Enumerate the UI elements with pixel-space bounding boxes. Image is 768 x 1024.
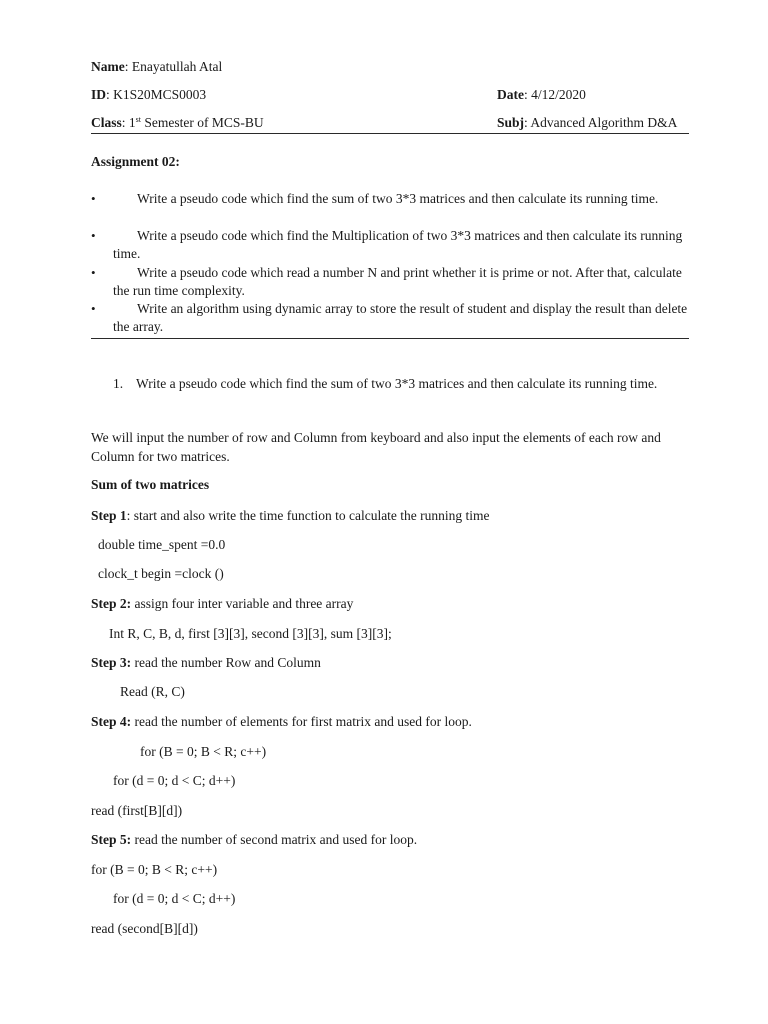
class-line: [91, 115, 264, 131]
step-2-label: Step 2:: [91, 596, 132, 611]
code-line: for (B = 0; B < R; c++): [91, 862, 218, 877]
step-3: [91, 655, 321, 671]
bullets-divider: [91, 338, 689, 339]
code-line: read (second[B][d]): [91, 921, 198, 936]
bullet-item: Write a pseudo code which find the sum of two 3*3 matrices and then calculate its running time.: [137, 191, 659, 206]
date-label: Date: [497, 87, 524, 102]
section-title: Sum of two matrices: [91, 477, 210, 492]
code-line: Read (R, C): [120, 684, 185, 699]
step-5-text: read the number of second matrix and used for loop.: [131, 832, 418, 847]
code-line: for (d = 0; d < C; d++): [113, 773, 236, 788]
name-label: Name: [91, 59, 125, 74]
class-prefix: : 1: [121, 115, 136, 130]
step-3-label: Step 3:: [91, 655, 132, 670]
bullet-marker: •: [91, 191, 96, 206]
bullet-item: Write an algorithm using dynamic array to store the result of student and display the result than delete the array.: [113, 301, 688, 334]
step-1-text: : start and also write the time function to calculate the running time: [126, 508, 490, 523]
class-label: Class: [91, 115, 122, 130]
date-value: : 4/12/2020: [524, 87, 586, 102]
date-line: [497, 87, 586, 103]
step-4: [91, 714, 472, 730]
id-line: [91, 87, 206, 103]
code-line: for (B = 0; B < R; c++): [140, 744, 267, 759]
step-3-text: read the number Row and Column: [131, 655, 321, 670]
step-2: [91, 596, 353, 612]
step-4-label: Step 4:: [91, 714, 132, 729]
assignment-title: Assignment 02:: [91, 154, 180, 169]
code-line: clock_t begin =clock (): [98, 566, 224, 581]
code-line: read (first[B][d]): [91, 803, 183, 818]
subject-label: Subj: [497, 115, 525, 130]
bullet-marker: •: [91, 228, 96, 243]
code-line: Int R, C, B, d, first [3][3], second [3][3], sum [3][3];: [109, 626, 392, 641]
step-1-label: Step 1: [91, 508, 127, 523]
step-5: [91, 832, 417, 848]
header-divider: [91, 133, 689, 134]
id-value: : K1S20MCS0003: [106, 87, 207, 102]
subject-value: : Advanced Algorithm D&A: [524, 115, 678, 130]
question-number: 1.: [113, 376, 124, 391]
step-1: [91, 508, 490, 524]
bullet-item: Write a pseudo code which read a number N and print whether it is prime or not. After that, calculate the run time complexity.: [113, 265, 682, 298]
name-line: [91, 59, 222, 75]
class-suffix: Semester of MCS-BU: [141, 115, 264, 130]
step-5-label: Step 5:: [91, 832, 132, 847]
id-label: ID: [91, 87, 107, 102]
step-2-text: assign four inter variable and three array: [131, 596, 354, 611]
bullet-marker: •: [91, 265, 96, 280]
name-value: : Enayatullah Atal: [124, 59, 223, 74]
subject-line: [497, 115, 677, 131]
class-superscript: st: [135, 115, 141, 124]
code-line: for (d = 0; d < C; d++): [113, 891, 236, 906]
question-text: Write a pseudo code which find the sum of two 3*3 matrices and then calculate its running time.: [136, 376, 658, 391]
bullet-marker: •: [91, 301, 96, 316]
intro-paragraph: We will input the number of row and Column from keyboard and also input the elements of each row and Column for two matrices.: [91, 430, 661, 464]
bullet-item: Write a pseudo code which find the Multiplication of two 3*3 matrices and then calculate its running time.: [113, 228, 683, 261]
code-line: double time_spent =0.0: [98, 537, 226, 552]
step-4-text: read the number of elements for first matrix and used for loop.: [131, 714, 472, 729]
